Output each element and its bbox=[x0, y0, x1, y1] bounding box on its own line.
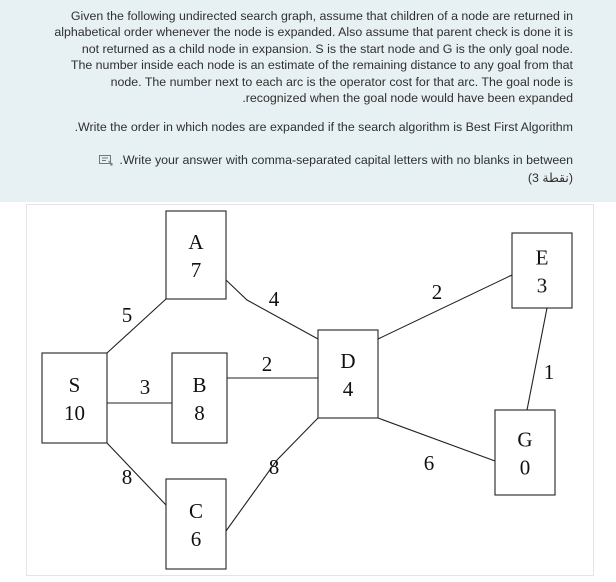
node-heuristic: 0 bbox=[519, 455, 531, 480]
node-e bbox=[512, 233, 572, 308]
edge-s-a bbox=[107, 299, 166, 353]
node-label: S bbox=[68, 373, 81, 397]
node-c bbox=[166, 479, 226, 569]
node-box bbox=[166, 479, 226, 569]
question-line: node. The number next to each arc is the operator cost for that arc. The goal node is bbox=[110, 74, 573, 89]
question-line: alphabetical order whenever the node is expanded. Also assume that parent check is done it is bbox=[54, 25, 573, 40]
answer-hint bbox=[99, 153, 573, 167]
node-heuristic: 8 bbox=[194, 401, 205, 425]
question-instruction: .Write the order in which nodes are expanded if the search algorithm is Best First Algorithm bbox=[74, 120, 573, 134]
question-text bbox=[40, 8, 573, 106]
node-heuristic: 7 bbox=[190, 258, 202, 282]
edge-cost-label: 2 bbox=[431, 280, 443, 304]
edge-cost-label: 8 bbox=[268, 455, 280, 479]
node-box bbox=[42, 353, 107, 443]
question-line: Given the following undirected search graph, assume that children of a node are returned in bbox=[70, 9, 573, 23]
edge-cost-label: 6 bbox=[423, 451, 435, 475]
node-g bbox=[495, 410, 555, 495]
node-s bbox=[42, 353, 107, 443]
node-label: D bbox=[340, 349, 356, 373]
node-heuristic: 3 bbox=[536, 273, 548, 298]
edge-cost-label: 2 bbox=[261, 352, 273, 376]
node-label: C bbox=[188, 499, 204, 523]
hint-text: .Write your answer with comma-separated capital letters with no blanks in between bbox=[119, 153, 573, 167]
question-line: not returned as a child node in expansion. S is the start node and G is the only goal node. bbox=[81, 41, 573, 56]
edge-cost-label: 5 bbox=[121, 303, 133, 327]
question-card bbox=[0, 0, 616, 202]
edge-cost-label: 3 bbox=[139, 375, 151, 399]
search-graph-figure bbox=[26, 204, 594, 576]
node-b bbox=[172, 353, 227, 443]
answer-input-icon bbox=[99, 154, 113, 166]
edge-d-g bbox=[378, 418, 495, 461]
node-d bbox=[318, 330, 378, 418]
node-heuristic: 4 bbox=[342, 377, 354, 401]
node-label: B bbox=[192, 373, 207, 397]
edge-d-e bbox=[378, 275, 512, 339]
node-heuristic: 6 bbox=[190, 527, 202, 551]
edge-e-g bbox=[527, 308, 547, 410]
node-label: E bbox=[535, 245, 549, 270]
node-heuristic: 10 bbox=[64, 401, 85, 425]
node-label: G bbox=[517, 427, 533, 452]
node-box bbox=[166, 211, 226, 299]
edge-cost-label: 8 bbox=[121, 465, 133, 489]
node-a bbox=[166, 211, 226, 299]
node-box bbox=[172, 353, 227, 443]
edge-s-c bbox=[107, 443, 166, 505]
edge-cost-label: 1 bbox=[543, 360, 555, 384]
node-box bbox=[318, 330, 378, 418]
points-label: (3 نقطة) bbox=[527, 171, 573, 185]
node-box bbox=[495, 410, 555, 495]
question-line: The number inside each node is an estimate of the remaining distance to any goal from that bbox=[70, 58, 573, 73]
question-line: .recognized when the goal node would have been expanded bbox=[242, 91, 573, 106]
node-label: A bbox=[188, 230, 204, 254]
edge-cost-label: 4 bbox=[268, 287, 280, 311]
search-graph bbox=[27, 205, 593, 575]
